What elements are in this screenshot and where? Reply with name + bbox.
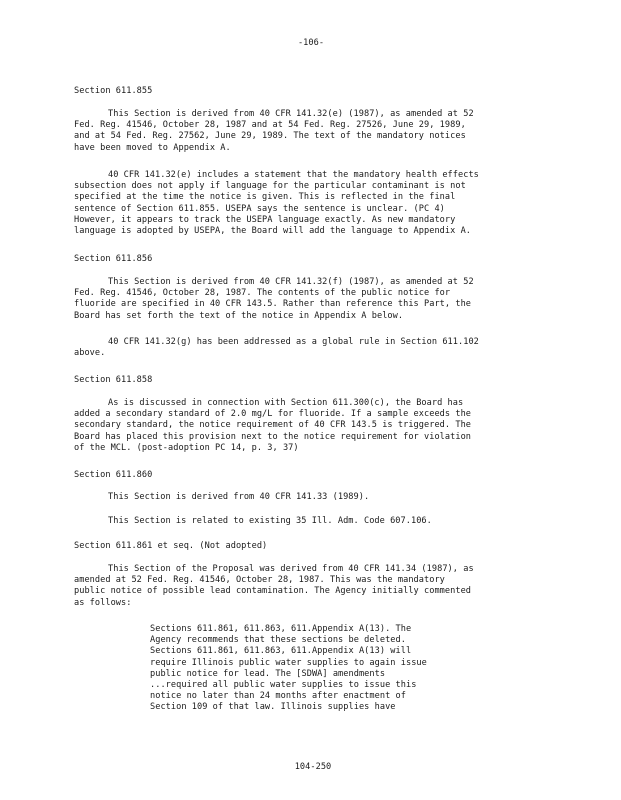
section-heading-611-860: Section 611.860 xyxy=(74,470,153,480)
section-heading-611-856: Section 611.856 xyxy=(74,254,153,264)
section-611-855-paragraph-2: 40 CFR 141.32(e) includes a statement that the mandatory health effects subsection does not apply if language for the particular contaminant is not specified at the time the notice is given. This is reflected in the final sentence of Section 611.855. USEPA says the sentence is unclear. (PC 4) However, it appears to track the USEPA language exactly. As new mandatory language is adopted by USEPA, the Board will add the language to Appendix A. xyxy=(74,170,479,237)
section-heading-611-858: Section 611.858 xyxy=(74,375,153,385)
section-611-858-paragraph-1: As is discussed in connection with Section 611.300(c), the Board has added a secondary standard of 2.0 mg/L for fluoride. If a sample exceeds the secondary standard, the notice requirement of 40 CFR 143.5 is triggered. The Board has placed this provision next to the notice requirement for violation of the MCL. (post-adoption PC 14, p. 3, 37) xyxy=(74,398,472,453)
section-611-861-paragraph-1: This Section of the Proposal was derived from 40 CFR 141.34 (1987), as amended at 52 Fed. Reg. 41546, October 28, 1987. This was the mandatory public notice of possible lead contamination. The Agency initially commented as follows: xyxy=(74,564,474,608)
section-heading-611-855: Section 611.855 xyxy=(74,86,153,96)
agency-comment-quote: Sections 611.861, 611.863, 611.Appendix A(13). The Agency recommends that these sections be deleted. Sections 611.861, 611.863, 611.Appendix A(13) will require Illinois public water supplies to again issue public notice for lead. The [SDWA] amendments ...required all public water supplies to issue this notice no later than 24 months after enactment of Section 109 of that law. Illinois supplies have xyxy=(150,624,427,713)
section-611-856-paragraph-2: 40 CFR 141.32(g) has been addressed as a global rule in Section 611.102 above. xyxy=(74,337,479,359)
section-611-860-line-2: This Section is related to existing 35 Ill. Adm. Code 607.106. xyxy=(108,516,432,526)
footer-number: 104-250 xyxy=(294,762,332,772)
section-heading-611-861: Section 611.861 et seq. (Not adopted) xyxy=(74,541,268,551)
section-611-860-line-1: This Section is derived from 40 CFR 141.33 (1989). xyxy=(108,492,370,502)
section-611-855-paragraph-1: This Section is derived from 40 CFR 141.32(e) (1987), as amended at 52 Fed. Reg. 41546, October 28, 1987 and at 54 Fed. Reg. 27526, June 29, 1989, and at 54 Fed. Reg. 27562, June 29, 1989. The text of the mandatory notices have been moved to Appendix A. xyxy=(74,109,474,153)
section-611-856-paragraph-1: This Section is derived from 40 CFR 141.32(f) (1987), as amended at 52 Fed. Reg. 41546, October 28, 1987. The contents of the public notice for fluoride are specified in 40 CFR 143.5. Rather than reference this Part, the Board has set forth the text of the notice in Appendix A below. xyxy=(74,277,474,321)
page-number: -106- xyxy=(297,38,325,48)
